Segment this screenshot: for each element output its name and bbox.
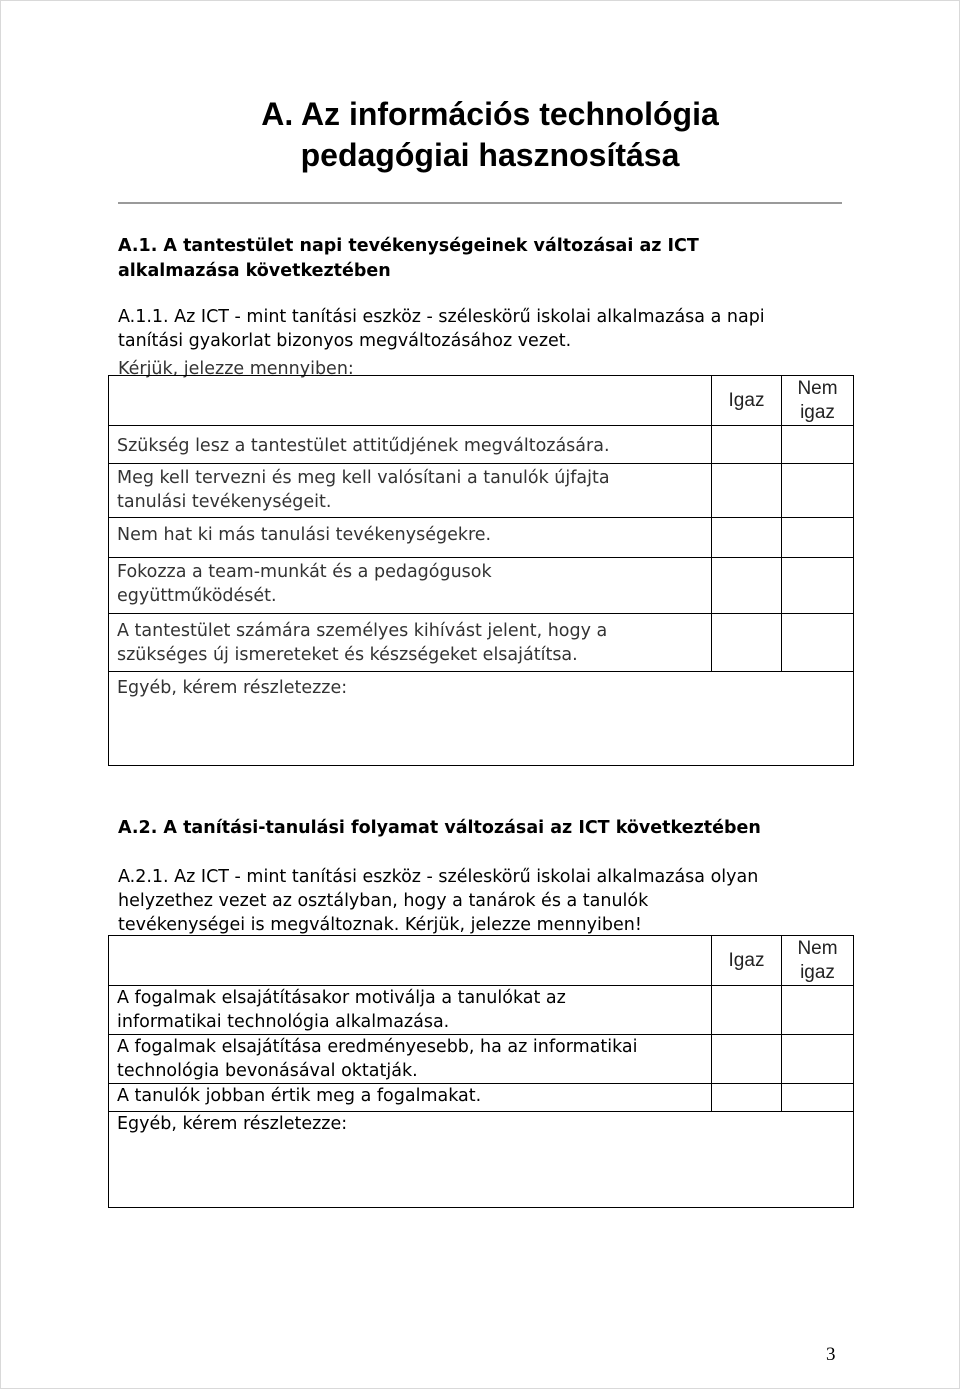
statement-cell [109,1035,712,1084]
header-false-line1: Nem [797,937,838,959]
answer-true-cell[interactable] [712,1035,782,1084]
other-details-label: Egyéb, kérem részletezze: [117,678,348,698]
answer-false-cell[interactable] [782,986,854,1035]
page-title [170,94,810,176]
statement-text-line1: A fogalmak elsajátításakor motiválja a tanulókat az [117,988,566,1008]
instruction-a1: Kérjük, jelezze mennyiben: [118,359,354,379]
header-false [782,376,854,426]
statement-text-line1: A fogalmak elsajátítása eredményesebb, ha az informatikai [117,1037,638,1057]
statement-cell [109,986,712,1035]
statement-cell [109,464,712,518]
survey-table-a2 [108,935,854,1208]
statement-cell [109,1084,712,1112]
statement-text-line2: szükséges új ismereteket és készségeket elsajátítsa. [117,645,578,665]
table-row [109,1084,854,1112]
question-a1-1-line1: A.1.1. Az ICT - mint tanítási eszköz - széleskörű iskolai alkalmazása a napi [118,307,765,327]
question-a2-1-line1: A.2.1. Az ICT - mint tanítási eszköz - széleskörű iskolai alkalmazása olyan [118,867,759,887]
table-row [109,614,854,672]
table-row [109,426,854,464]
header-false-line2: igaz [800,401,835,423]
table-row [109,464,854,518]
statement-cell [109,558,712,614]
page-title-line2: pedagógiai hasznosítása [300,137,680,173]
section-a1-heading-line1: A.1. A tantestület napi tevékenységeinek változásai az ICT [118,236,699,256]
answer-true-cell[interactable] [712,558,782,614]
statement-text: Szükség lesz a tantestület attitűdjének megváltozására. [117,436,610,456]
page-number: 3 [826,1344,836,1365]
question-a2-1 [118,865,858,937]
answer-true-cell[interactable] [712,426,782,464]
section-a1-heading [118,234,848,284]
question-a2-1-line3: tevékenységei is megváltoznak. Kérjük, jelezze mennyiben! [118,915,642,935]
section-a1-heading-line2: alkalmazása következtében [118,261,391,281]
statement-text-line2: tanulási tevékenységeit. [117,492,332,512]
statement-text-line1: Fokozza a team-munkát és a pedagógusok [117,562,492,582]
answer-false-cell[interactable] [782,464,854,518]
statement-cell [109,518,712,558]
answer-true-cell[interactable] [712,1084,782,1112]
other-details-cell[interactable] [109,672,854,766]
other-row [109,1112,854,1208]
answer-false-cell[interactable] [782,558,854,614]
question-a1-1-line2: tanítási gyakorlat bizonyos megváltozásához vezet. [118,331,572,351]
table-row [109,986,854,1035]
header-false [782,936,854,986]
section-a2-heading: A.2. A tanítási-tanulási folyamat változásai az ICT következtében [118,818,761,838]
header-empty-cell [109,936,712,986]
statement-text: Nem hat ki más tanulási tevékenységekre. [117,525,492,545]
statement-cell [109,614,712,672]
table-header-row [109,936,854,986]
statement-text-line1: Meg kell tervezni és meg kell valósítani a tanulók újfajta [117,468,610,488]
answer-false-cell[interactable] [782,1084,854,1112]
statement-text-line2: informatikai technológia alkalmazása. [117,1012,450,1032]
page-title-line1: A. Az információs technológia [261,96,719,132]
header-true: Igaz [712,936,782,986]
other-details-cell[interactable] [109,1112,854,1208]
statement-text: A tanulók jobban értik meg a fogalmakat. [117,1086,482,1106]
statement-cell [109,426,712,464]
answer-true-cell[interactable] [712,464,782,518]
header-true: Igaz [712,376,782,426]
table-row [109,518,854,558]
table-row [109,558,854,614]
answer-false-cell[interactable] [782,518,854,558]
header-false-line2: igaz [800,961,835,983]
answer-false-cell[interactable] [782,426,854,464]
answer-false-cell[interactable] [782,1035,854,1084]
answer-true-cell[interactable] [712,986,782,1035]
statement-text-line2: együttműködését. [117,586,277,606]
statement-text-line2: technológia bevonásával oktatják. [117,1061,418,1081]
header-false-line1: Nem [797,377,838,399]
table-header-row [109,376,854,426]
header-empty-cell [109,376,712,426]
question-a2-1-line2: helyzethez vezet az osztályban, hogy a tanárok és a tanulók [118,891,649,911]
survey-table-a1 [108,375,854,766]
other-details-label: Egyéb, kérem részletezze: [117,1114,348,1134]
statement-text-line1: A tantestület számára személyes kihívást jelent, hogy a [117,621,608,641]
title-divider [118,202,842,204]
answer-true-cell[interactable] [712,614,782,672]
answer-true-cell[interactable] [712,518,782,558]
other-row [109,672,854,766]
question-a1-1 [118,305,858,353]
table-row [109,1035,854,1084]
answer-false-cell[interactable] [782,614,854,672]
